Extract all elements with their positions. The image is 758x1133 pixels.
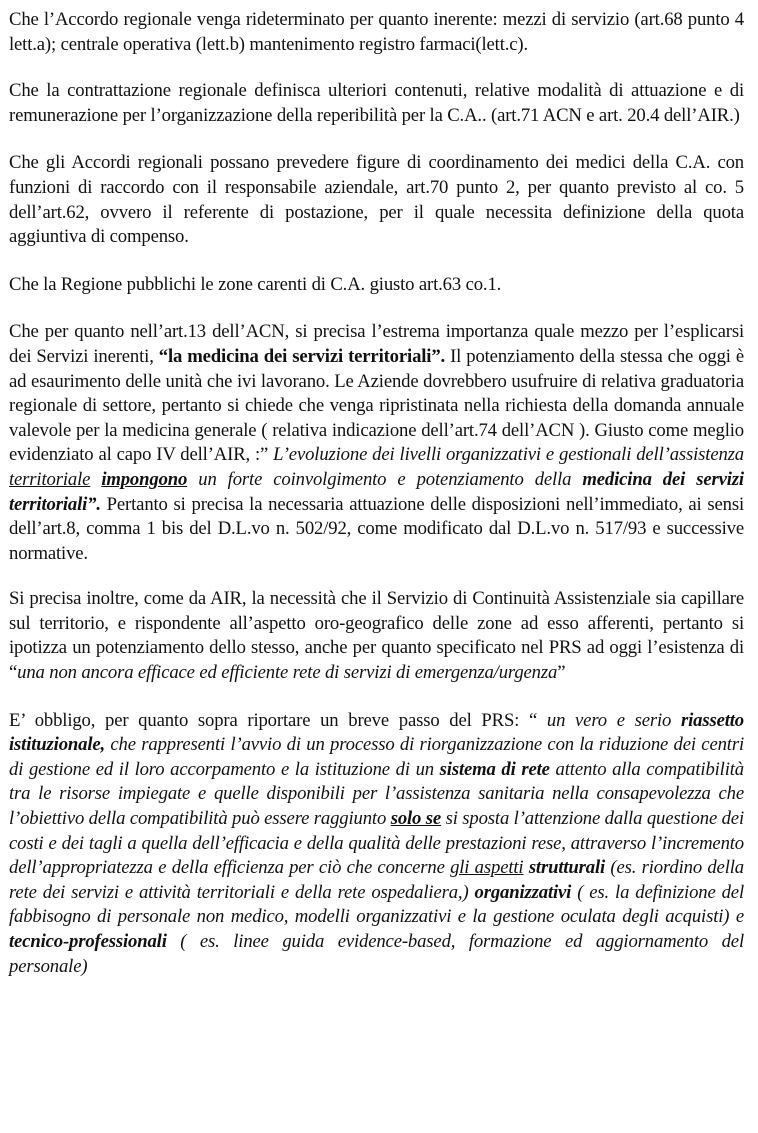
- paragraph-continuita-assistenziale: [9, 587, 744, 685]
- text-run: E’ obbligo, per quanto sopra riportare un breve passo del PRS: “: [9, 709, 547, 731]
- quote-italic: (es. riordino della rete dei servizi e attività territoriali e della rete ospedaliera,): [9, 857, 744, 903]
- paragraph-coordinamento: [9, 151, 744, 249]
- paragraph-text: Che la Regione pubblichi le zone carenti di C.A. giusto art.63 co.1.: [9, 273, 502, 295]
- quote-italic: un forte coinvolgimento e potenziamento della: [187, 468, 583, 490]
- paragraph-text: Che gli Accordi regionali possano prevedere figure di coordinamento dei medici della C.A. con funzioni di raccordo con il responsabile aziendale, art.70 punto 2, per quanto previsto al co. 5 dell’art.62, ovvero il referente di postazione, per il quale necessita definizione della quota aggiuntiva di compenso.: [9, 152, 744, 248]
- quote-bold-italic: sistema di rete: [439, 758, 550, 780]
- quote-italic: un vero e serio: [546, 709, 681, 731]
- quote-underlined: gli aspetti: [450, 857, 524, 879]
- paragraph-text: Che la contrattazione regionale definisca ulteriori contenuti, relative modalità di attuazione e di remunerazione per l’organizzazione della reperibilità per la C.A.. (art.71 ACN e art. 20.4 dell’AIR.): [9, 80, 744, 126]
- quote-italic: [90, 469, 101, 490]
- paragraph-text: Che l’Accordo regionale venga rideterminato per quanto inerente: mezzi di servizio (art.68 punto 4 lett.a); centrale operativa (lett.b) mantenimento registro farmaci(lett.c).: [9, 9, 744, 55]
- quote-underlined: territoriale: [9, 468, 91, 490]
- quote-bold-italic: tecnico-professionali: [9, 931, 167, 952]
- quote-bold-underlined: impongono: [101, 468, 188, 490]
- paragraph-contrattazione: [9, 79, 744, 128]
- text-run: Che per quanto nell’art.13 dell’ACN, si precisa l’estrema importanza quale mezzo per l’esplicarsi dei Servizi inerenti,: [9, 321, 744, 367]
- quote-bold-underlined: solo se: [390, 808, 442, 830]
- quote-italic: ( es. linee guida evidence-based, formazione ed aggiornamento del personale): [9, 931, 744, 977]
- paragraph-medicina-servizi: [9, 320, 744, 566]
- quote-bold-italic: strutturali: [528, 857, 606, 879]
- quote-bold-italic: riassetto istituzionale,: [9, 709, 744, 756]
- text-run: ”: [557, 662, 566, 684]
- paragraph-zone-carenti: [9, 273, 744, 298]
- paragraph-accordo-regionale: [9, 8, 744, 57]
- quote-italic: ( es. la definizione del fabbisogno di personale non medico, modelli organizzativi e la gestione oculata degli acquisti) e: [9, 881, 744, 928]
- paragraph-prs-quote: [9, 709, 744, 980]
- quote-italic: L’evoluzione dei livelli organizzativi e gestionali dell’assistenza: [273, 444, 744, 466]
- text-run: Pertanto si precisa la necessaria attuazione delle disposizioni nell’immediato, ai sensi dell’art.8, comma 1 bis del D.L.vo n. 502/92, come modificato dal D.L.vo n. 517/93 e successive normative.: [9, 493, 744, 564]
- text-run: Si precisa inoltre, come da AIR, la necessità che il Servizio di Continuità Assistenziale sia capillare sul territorio, e rispondente all’aspetto oro-geografico delle zone ad esso afferenti, pertanto si ipotizza un potenziamento dello stesso, anche per quanto specificato nel PRS ad oggi l’esistenza di “: [9, 588, 744, 684]
- quote-italic: una non ancora efficace ed efficiente rete di servizi di emergenza/urgenza: [17, 662, 558, 684]
- quote-italic: che rappresenti l’avvio di un processo di riorganizzazione con la riduzione dei centri di gestione ed il loro accorpamento e la istituzione di un: [9, 734, 744, 780]
- emphasis-bold: “la medicina dei servizi territoriali”.: [158, 345, 446, 367]
- quote-italic: si sposta l’attenzione dalla questione dei costi e dei tagli a quella dell’efficacia e della qualità delle prestazioni rese, attraverso l’incremento dell’appropriatezza e della efficienza per ciò che concerne: [9, 808, 744, 879]
- text-run: Il potenziamento della stessa che oggi è ad esaurimento delle unità che ivi lavorano. Le Aziende dovrebbero usufruire di relativa graduatoria regionale di settore, pertanto si chiede che venga ripristinata nella richiesta della domanda annuale valevole per la medicina generale ( relativa indicazione dell’art.74 dell’ACN ). Giusto come meglio evidenziato al capo IV dell’AIR, :”: [9, 345, 744, 466]
- quote-bold-italic: medicina dei servizi territoriali”.: [9, 468, 744, 515]
- quote-bold-italic: organizzativi: [474, 881, 572, 903]
- quote-italic: attento alla compatibilità tra le risorse impiegate e quelle disponibili per l’assistenza sanitaria nella consapevolezza che l’obiettivo della compatibilità può essere raggiunto: [9, 758, 744, 830]
